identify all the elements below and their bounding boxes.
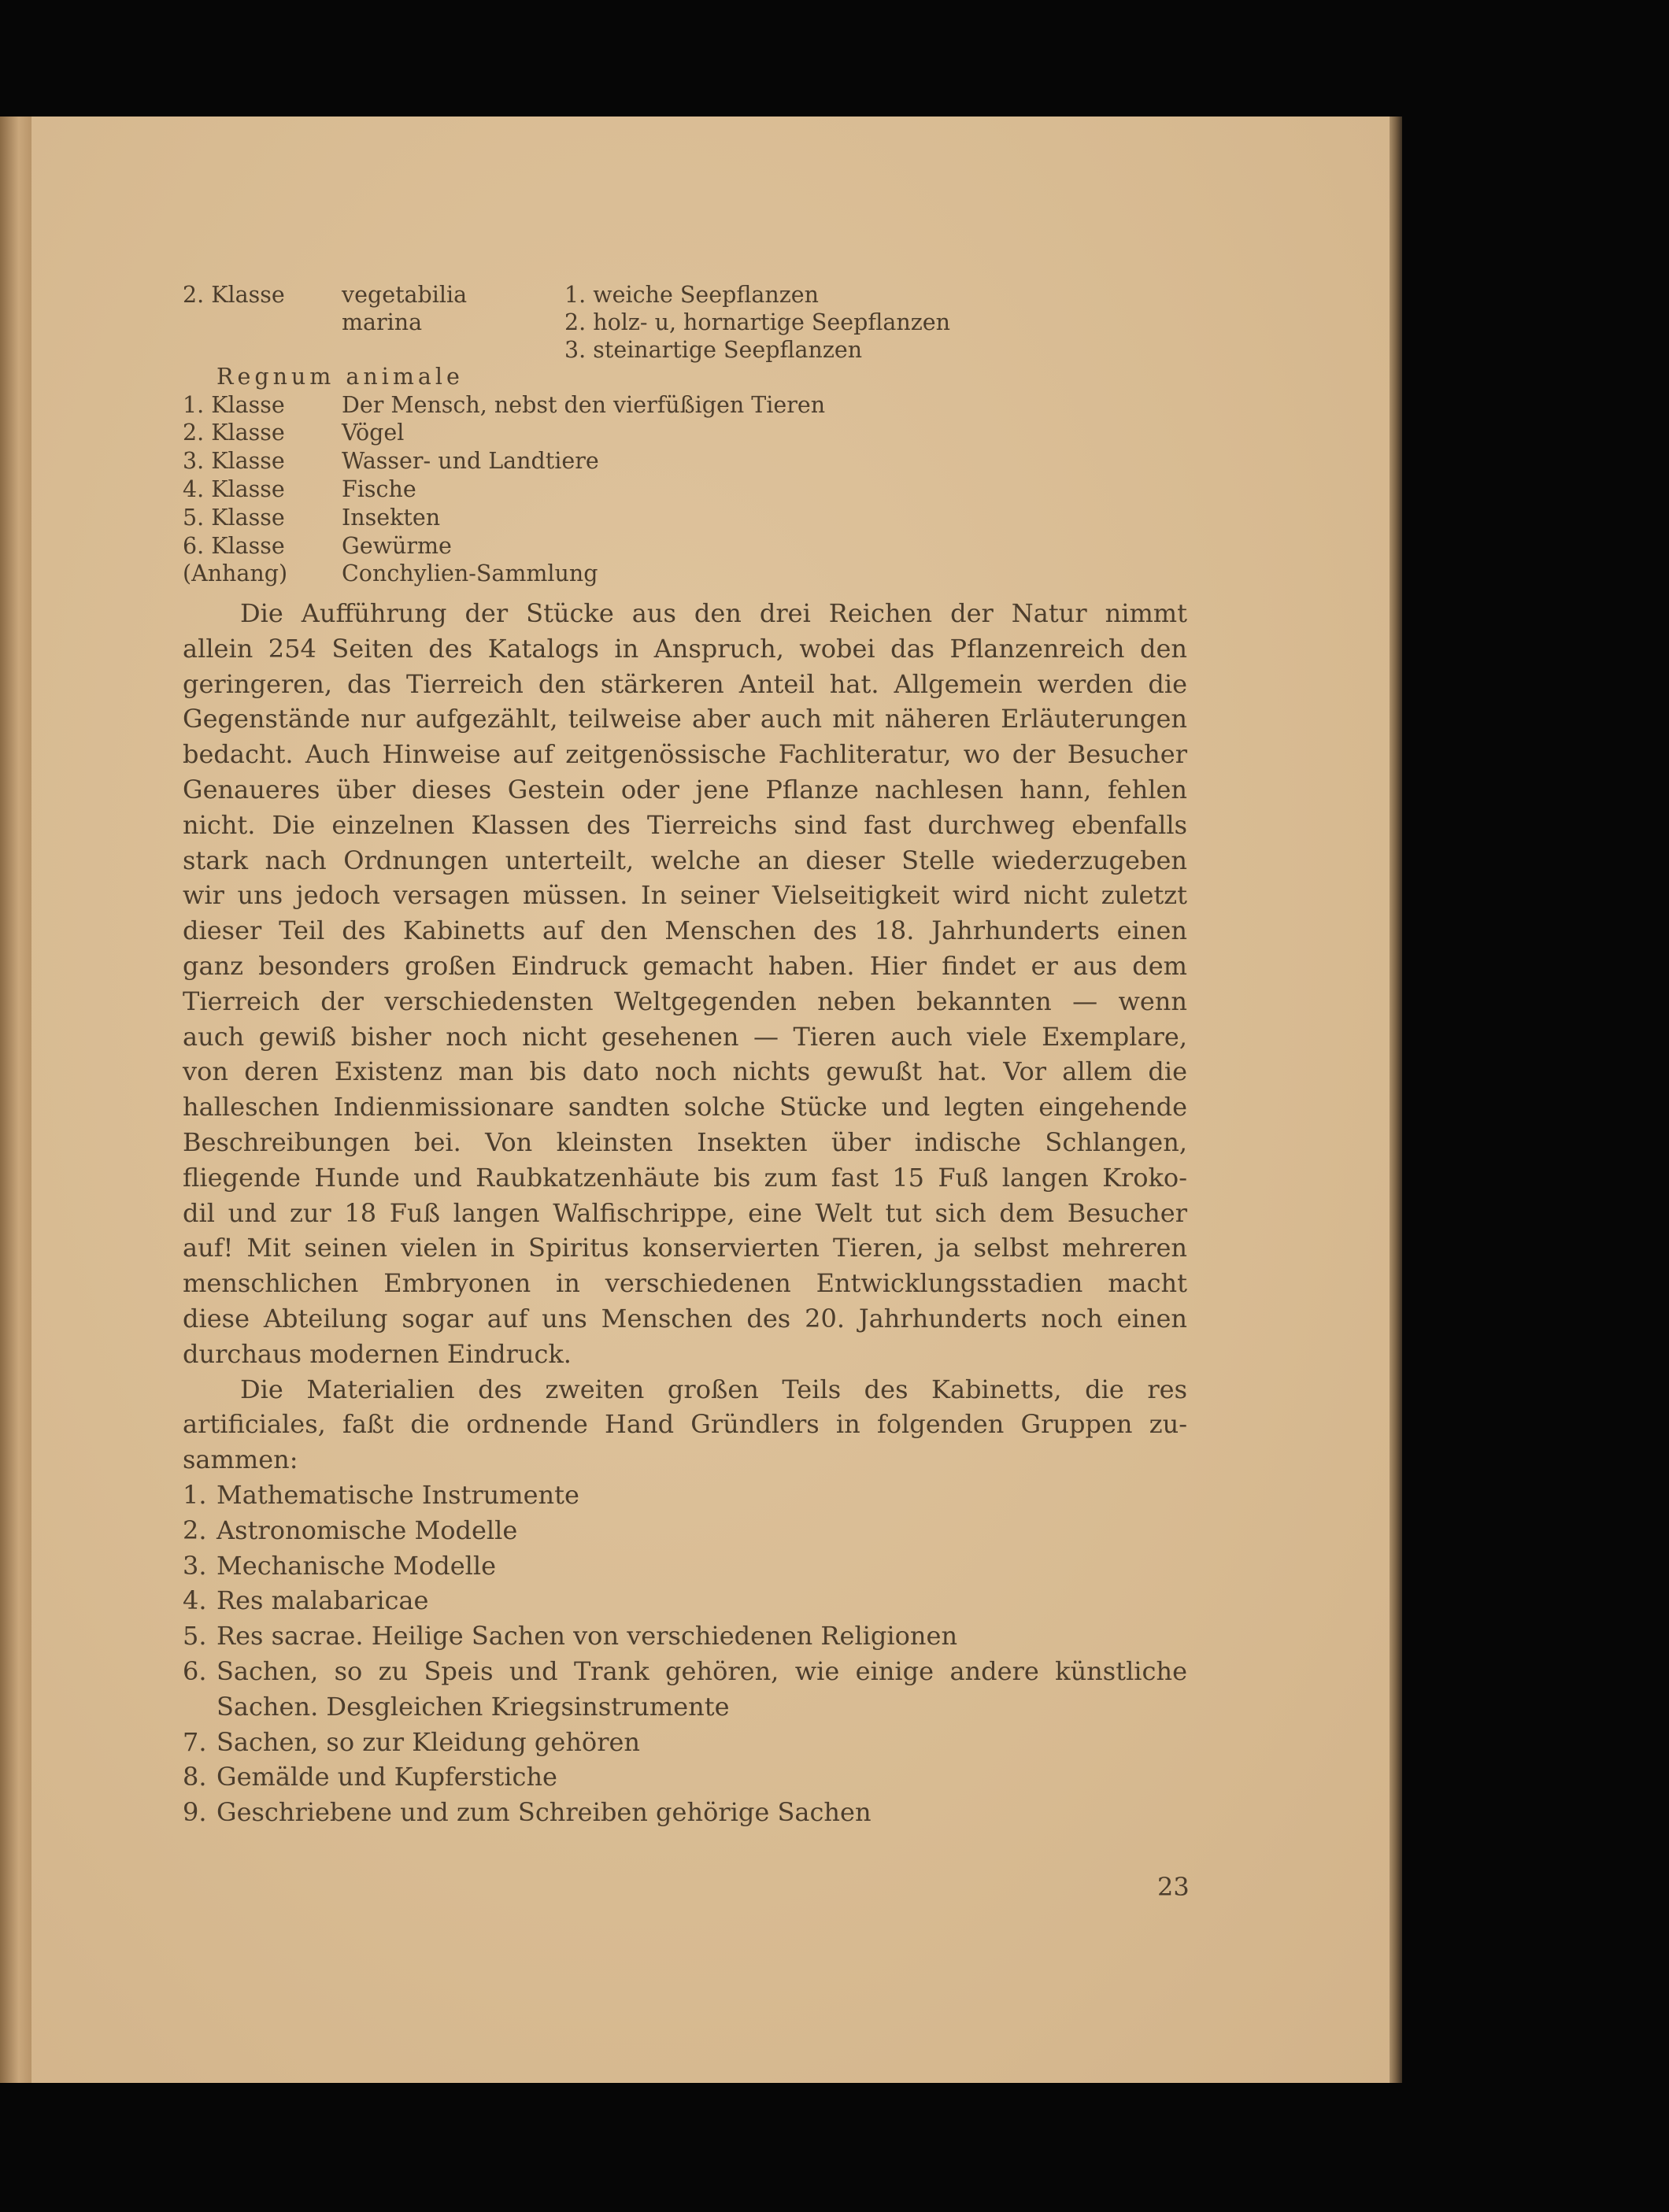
list-number: 2. (183, 1515, 207, 1545)
animal-class-label: 3. Klasse (183, 448, 285, 474)
left-page-edge (0, 117, 31, 2083)
text-line: Die Aufführung der Stücke aus den drei Reichen der Natur nimmt (240, 598, 1187, 628)
plant-subitem: 3. steinartige Seepflanzen (564, 337, 863, 363)
list-text: Mathematische Instrumente (216, 1480, 579, 1510)
list-number: 6. (183, 1656, 207, 1686)
list-number: 5. (183, 1621, 207, 1651)
text-line: sammen: (183, 1444, 298, 1474)
text-line: Genaueres über dieses Gestein oder jene Pflanze nachlesen hann, fehlen (183, 775, 1187, 805)
text-line: halleschen Indienmissionare sandten solche Stücke und legten eingehende (183, 1092, 1187, 1122)
list-number: 9. (183, 1797, 207, 1827)
page-number: 23 (1157, 1872, 1190, 1902)
text-line: Tierreich der verschiedensten Weltgegenden neben bekannten — wenn (183, 986, 1187, 1016)
list-text: Sachen. Desgleichen Kriegsinstrumente (216, 1692, 730, 1722)
animal-class-name: Insekten (342, 505, 441, 531)
list-text: Res sacrae. Heilige Sachen von verschiedenen Religionen (216, 1621, 958, 1651)
text-line: wir uns jedoch versagen müssen. In seiner Vielseitigkeit wird nicht zuletzt (183, 880, 1187, 910)
class-name-line1: vegetabilia (342, 282, 468, 308)
text-line: Die Materialien des zweiten großen Teils des Kabinetts, die res (240, 1374, 1187, 1404)
text-line: geringeren, das Tierreich den stärkeren Anteil hat. Allgemein werden die (183, 669, 1187, 699)
animal-class-label: 5. Klasse (183, 505, 285, 531)
text-line: Beschreibungen bei. Von kleinsten Insekten über indische Schlangen, (183, 1127, 1187, 1157)
animal-kingdom-heading: Regnum animale (216, 364, 464, 390)
animal-class-label: (Anhang) (183, 560, 288, 586)
list-number: 3. (183, 1551, 207, 1581)
text-line: auf! Mit seinen vielen in Spiritus konservierten Tieren, ja selbst mehreren (183, 1233, 1187, 1263)
text-line: von deren Existenz man bis dato noch nichts gewußt hat. Vor allem die (183, 1056, 1187, 1086)
class-label: 2. Klasse (183, 282, 285, 308)
plant-subitem: 1. weiche Seepflanzen (564, 282, 819, 308)
list-number: 8. (183, 1762, 207, 1792)
text-line: dieser Teil des Kabinetts auf den Menschen des 18. Jahrhunderts einen (183, 916, 1187, 945)
text-line: stark nach Ordnungen unterteilt, welche an dieser Stelle wiederzugeben (183, 845, 1187, 875)
page-edge-shadow (1390, 117, 1402, 2083)
list-text: Astronomische Modelle (216, 1515, 518, 1545)
animal-class-label: 6. Klasse (183, 533, 285, 559)
animal-class-label: 4. Klasse (183, 476, 285, 502)
animal-class-name: Der Mensch, nebst den vierfüßigen Tieren (342, 392, 826, 418)
animal-class-name: Conchylien-Sammlung (342, 560, 598, 586)
list-number: 1. (183, 1480, 207, 1510)
plant-subitem: 2. holz- u, hornartige Seepflanzen (564, 309, 950, 335)
animal-class-name: Wasser- und Landtiere (342, 448, 599, 474)
list-text: Res malabaricae (216, 1585, 429, 1615)
list-text: Geschriebene und zum Schreiben gehörige Sachen (216, 1797, 872, 1827)
text-line: dil und zur 18 Fuß langen Walfischrippe, eine Welt tut sich dem Besucher (183, 1198, 1187, 1228)
animal-class-name: Gewürme (342, 533, 452, 559)
list-number: 4. (183, 1585, 207, 1615)
animal-class-label: 1. Klasse (183, 392, 285, 418)
text-line: artificiales, faßt die ordnende Hand Gründlers in folgenden Gruppen zu- (183, 1409, 1187, 1439)
text-line: durchaus modernen Eindruck. (183, 1339, 572, 1369)
animal-class-name: Fische (342, 476, 416, 502)
list-text: Mechanische Modelle (216, 1551, 497, 1581)
text-line: diese Abteilung sogar auf uns Menschen des 20. Jahrhunderts noch einen (183, 1304, 1187, 1333)
text-line: Gegenstände nur aufgezählt, teilweise aber auch mit näheren Erläuterungen (183, 704, 1187, 734)
list-text: Sachen, so zu Speis und Trank gehören, wie einige andere künstliche (216, 1656, 1187, 1686)
animal-class-label: 2. Klasse (183, 420, 285, 446)
text-line: auch gewiß bisher noch nicht gesehenen — Tieren auch viele Exemplare, (183, 1022, 1187, 1052)
text-line: allein 254 Seiten des Katalogs in Anspruch, wobei das Pflanzenreich den (183, 634, 1187, 664)
list-number: 7. (183, 1727, 207, 1757)
text-line: bedacht. Auch Hinweise auf zeitgenössische Fachliteratur, wo der Besucher (183, 739, 1187, 769)
text-line: fliegende Hunde und Raubkatzenhäute bis zum fast 15 Fuß langen Kroko- (183, 1163, 1187, 1193)
text-line: nicht. Die einzelnen Klassen des Tierreichs sind fast durchweg ebenfalls (183, 810, 1187, 840)
list-text: Sachen, so zur Kleidung gehören (216, 1727, 641, 1757)
class-name-line2: marina (342, 309, 423, 335)
animal-class-name: Vögel (342, 420, 405, 446)
list-text: Gemälde und Kupferstiche (216, 1762, 557, 1792)
text-line: ganz besonders großen Eindruck gemacht haben. Hier findet er aus dem (183, 951, 1187, 981)
text-line: menschlichen Embryonen in verschiedenen Entwicklungsstadien macht (183, 1268, 1187, 1298)
